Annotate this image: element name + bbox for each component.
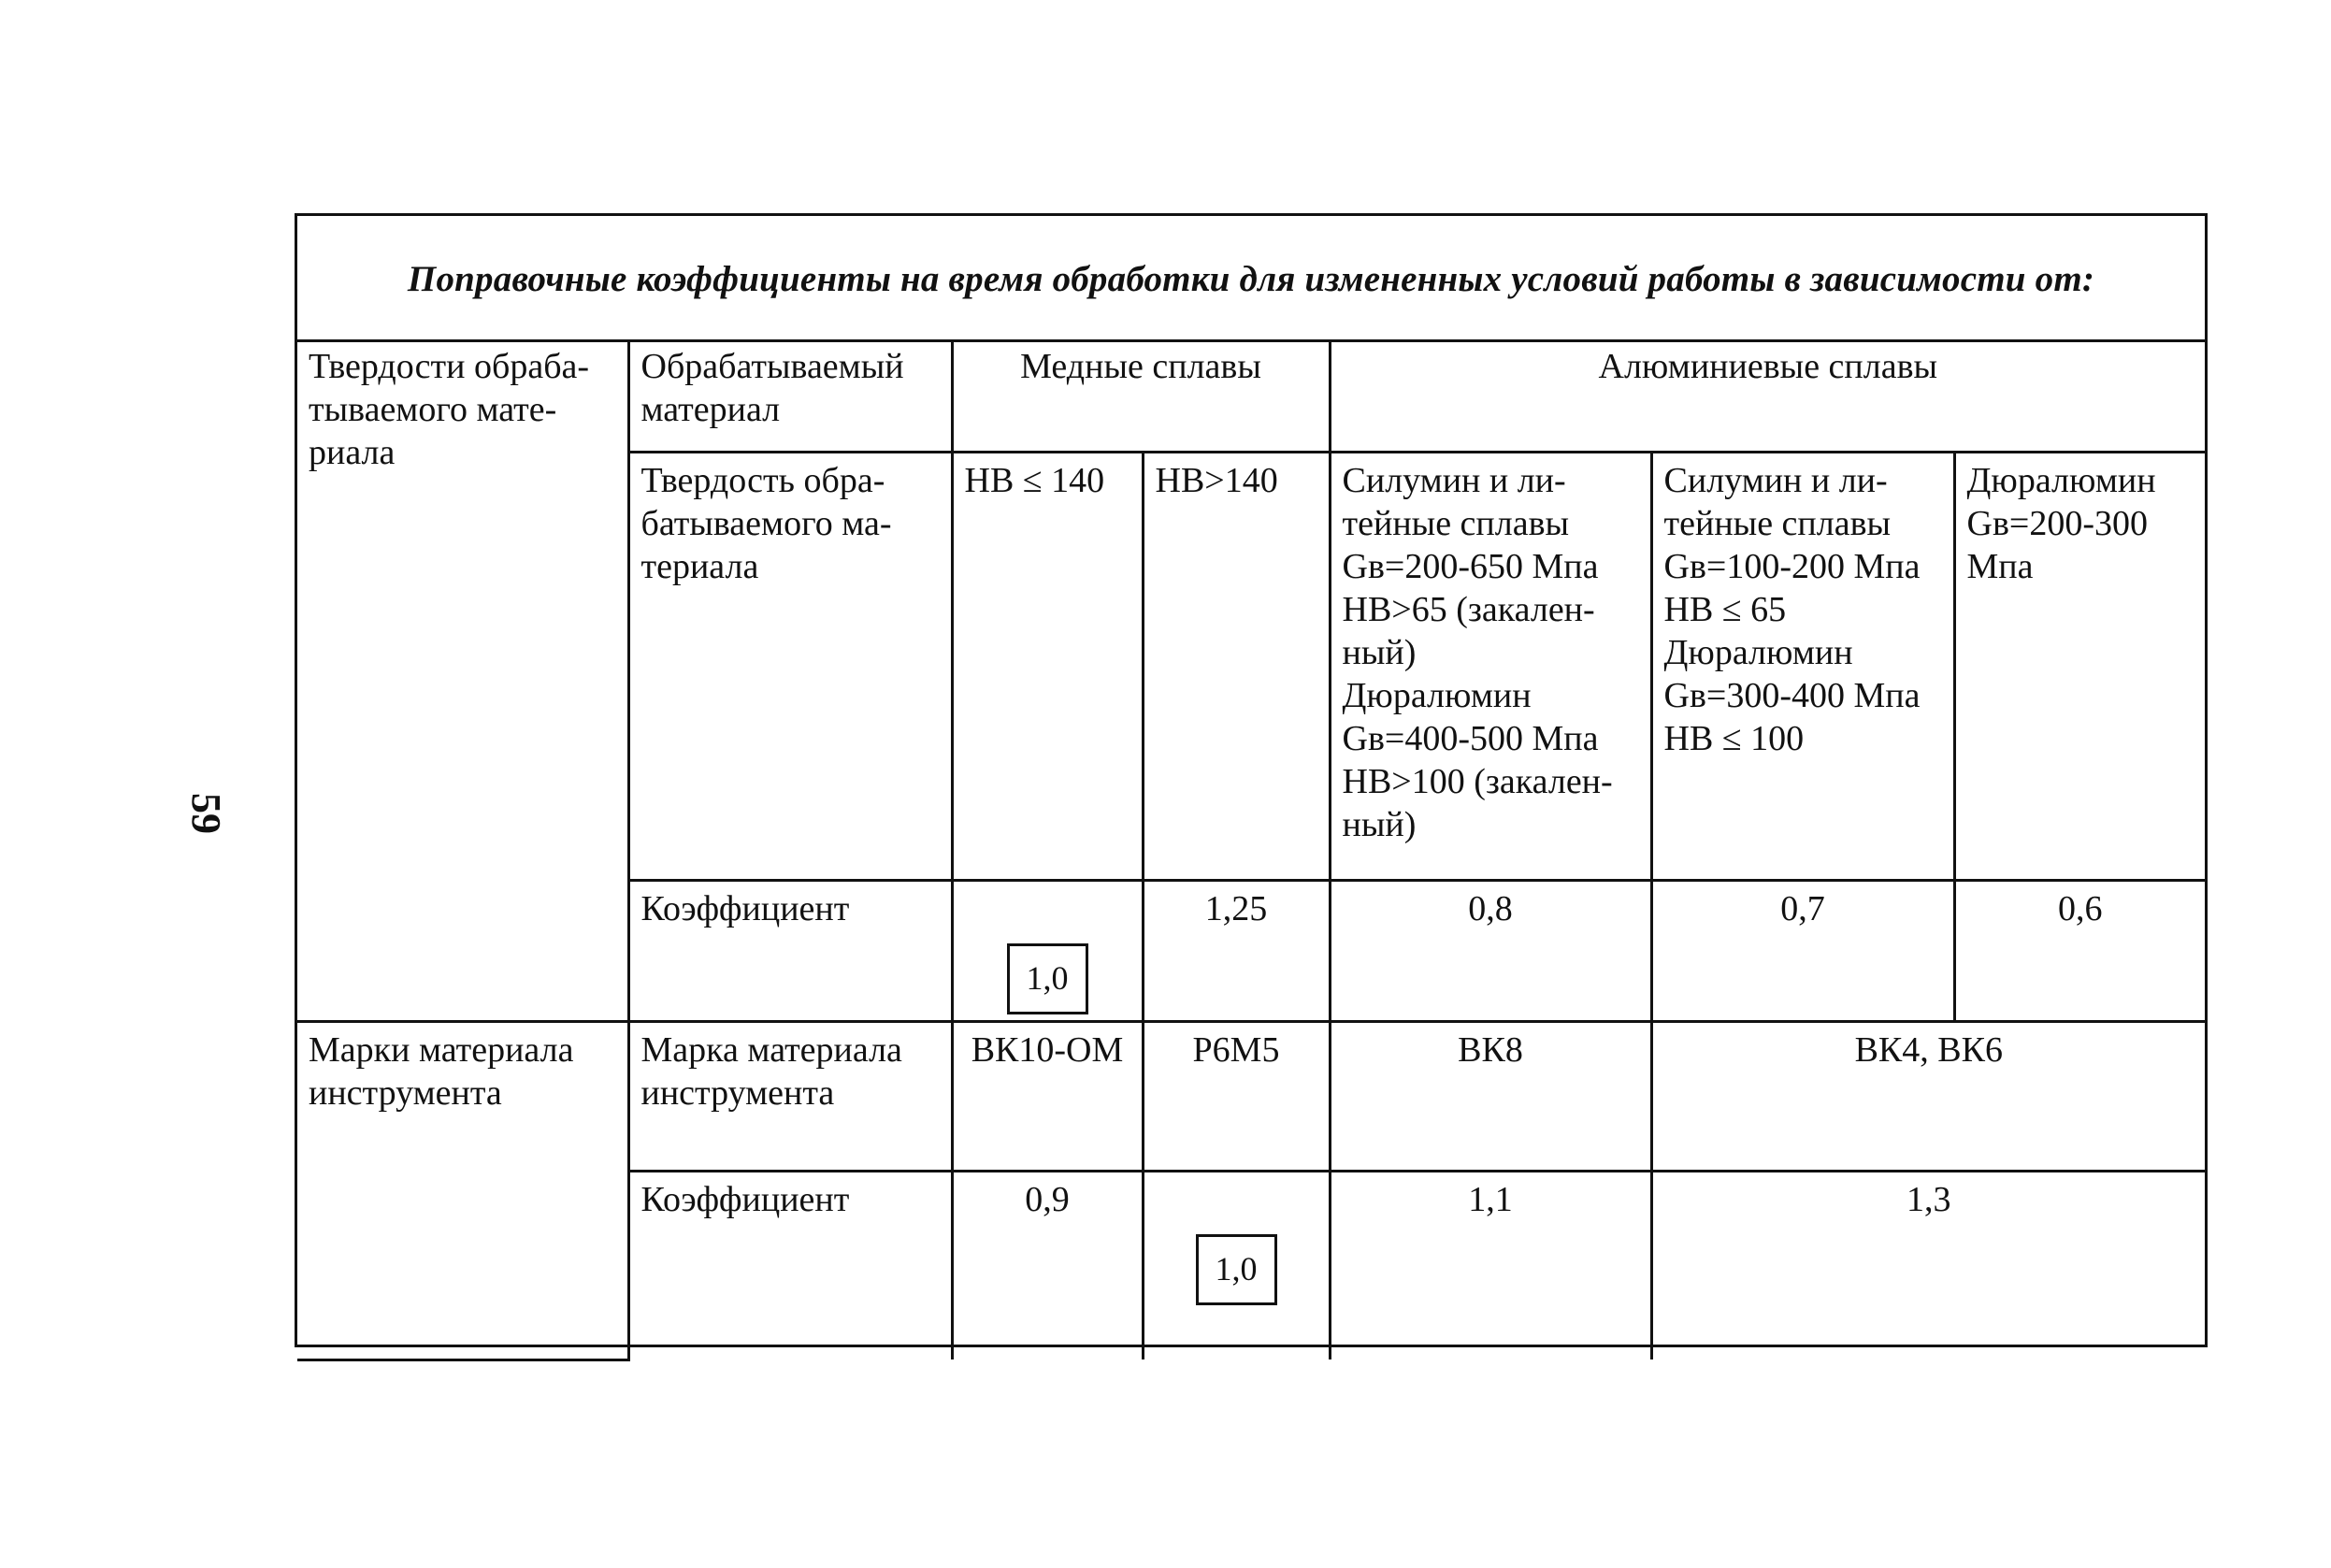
coef-cell <box>952 880 1143 1021</box>
coef-cell <box>1143 1171 1330 1359</box>
boxed-coef-value: 1,0 <box>1007 943 1088 1014</box>
hardness-coef-label: Коэффициент <box>628 880 952 1021</box>
hardness-label: Твердость обра- батываемого ма- териала <box>628 452 952 880</box>
coefficient-table-frame <box>295 213 2208 1347</box>
grade-cell: ВК8 <box>1330 1021 1651 1171</box>
hb-le-140-cell: НВ ≤ 140 <box>952 452 1143 880</box>
section-label-tool: Марки материала инструмента <box>297 1021 628 1359</box>
alu-group-3-cell: Дюралюмин Gв=200-300 Мпа <box>1954 452 2205 880</box>
page-number: 59 <box>183 793 229 834</box>
copper-alloys-header: Медные сплавы <box>952 339 1330 452</box>
grade-cell: ВК10-ОМ <box>952 1021 1143 1171</box>
grade-label: Марка материала инструмента <box>628 1021 952 1171</box>
grade-cell: Р6М5 <box>1143 1021 1330 1171</box>
coef-cell: 0,6 <box>1954 880 2205 1021</box>
tool-coef-label: Коэффициент <box>628 1171 952 1359</box>
coef-cell: 0,9 <box>952 1171 1143 1359</box>
alu-group-2-cell: Силумин и ли- тейные сплавы Gв=100-200 Мпа НВ ≤ 65 Дюралюмин Gв=300-400 Мпа НВ ≤ 100 <box>1651 452 1954 880</box>
table-row <box>297 1021 2205 1171</box>
coefficient-table <box>297 339 2205 1361</box>
coef-cell: 0,7 <box>1651 880 1954 1021</box>
coef-cell: 1,3 <box>1651 1171 2205 1359</box>
grade-cell: ВК4, ВК6 <box>1651 1021 2205 1171</box>
material-label: Обрабатываемый материал <box>628 339 952 452</box>
section-label-hardness: Твердости обраба- тываемого мате- риала <box>297 339 628 1021</box>
coef-cell: 0,8 <box>1330 880 1651 1021</box>
table-title: Поправочные коэффициенты на время обработки для измененных условий работы в зависимости от: <box>297 216 2205 342</box>
boxed-coef-value: 1,0 <box>1196 1234 1277 1305</box>
alu-group-1-cell: Силумин и ли- тейные сплавы Gв=200-650 Мпа НВ>65 (закален- ный) Дюралюмин Gв=400-500 Мпа НВ>100 (закален- ный) <box>1330 452 1651 880</box>
table-row <box>297 339 2205 452</box>
aluminium-alloys-header: Алюминиевые сплавы <box>1330 339 2205 452</box>
coef-cell: 1,25 <box>1143 880 1330 1021</box>
hb-gt-140-cell: НВ>140 <box>1143 452 1330 880</box>
coef-cell: 1,1 <box>1330 1171 1651 1359</box>
